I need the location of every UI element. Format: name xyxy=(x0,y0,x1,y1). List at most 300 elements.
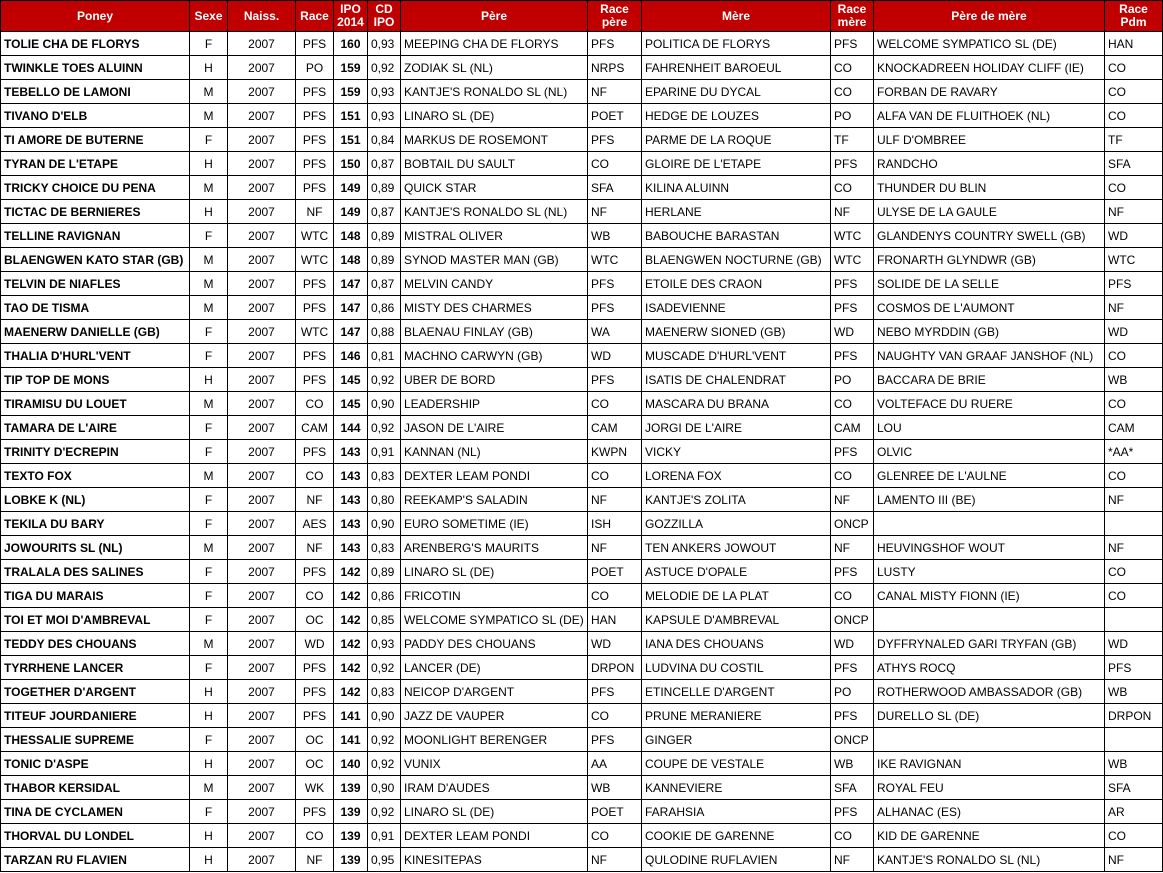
cell-pere-de-mere: LOU xyxy=(874,416,1105,440)
cell-race-mere: PO xyxy=(831,104,874,128)
cell-poney: TIVANO D'ELB xyxy=(1,104,190,128)
cell-pere: LEADERSHIP xyxy=(401,392,588,416)
cell-poney: TICTAC DE BERNIERES xyxy=(1,200,190,224)
cell-naissance: 2007 xyxy=(228,416,296,440)
cell-mere: FARAHSIA xyxy=(642,800,831,824)
cell-pere: DEXTER LEAM PONDI xyxy=(401,824,588,848)
cell-mere: ETINCELLE D'ARGENT xyxy=(642,680,831,704)
table-row xyxy=(1,368,1163,392)
cell-mere: MAENERW SIONED (GB) xyxy=(642,320,831,344)
cell-race-pdm: HAN xyxy=(1105,32,1163,56)
cell-race-mere: PFS xyxy=(831,440,874,464)
cell-sexe: M xyxy=(190,776,228,800)
cell-race-pdm: WD xyxy=(1105,632,1163,656)
table-row xyxy=(1,200,1163,224)
cell-pere-de-mere: HEUVINGSHOF WOUT xyxy=(874,536,1105,560)
cell-race: NF xyxy=(296,536,334,560)
cell-race-pdm: AR xyxy=(1105,800,1163,824)
cell-poney: TOLIE CHA DE FLORYS xyxy=(1,32,190,56)
cell-race-pere: WB xyxy=(588,776,642,800)
cell-cd-ipo: 0,92 xyxy=(368,728,401,752)
cell-race: PFS xyxy=(296,440,334,464)
cell-race-pere: KWPN xyxy=(588,440,642,464)
cell-cd-ipo: 0,81 xyxy=(368,344,401,368)
cell-race-mere: CO xyxy=(831,176,874,200)
table-row xyxy=(1,608,1163,632)
cell-poney: MAENERW DANIELLE (GB) xyxy=(1,320,190,344)
cell-race-mere: TF xyxy=(831,128,874,152)
cell-pere: MELVIN CANDY xyxy=(401,272,588,296)
cell-mere: EPARINE DU DYCAL xyxy=(642,80,831,104)
cell-pere: VUNIX xyxy=(401,752,588,776)
table-row xyxy=(1,56,1163,80)
table-row xyxy=(1,392,1163,416)
cell-race-pdm: CO xyxy=(1105,824,1163,848)
cell-ipo: 151 xyxy=(334,104,368,128)
cell-pere: KINESITEPAS xyxy=(401,848,588,872)
cell-sexe: H xyxy=(190,152,228,176)
cell-race-mere: SFA xyxy=(831,776,874,800)
cell-pere-de-mere: NEBO MYRDDIN (GB) xyxy=(874,320,1105,344)
cell-pere-de-mere: GLENREE DE L'AULNE xyxy=(874,464,1105,488)
cell-race-pere: POET xyxy=(588,800,642,824)
cell-sexe: M xyxy=(190,632,228,656)
cell-mere: ISATIS DE CHALENDRAT xyxy=(642,368,831,392)
cell-poney: TIP TOP DE MONS xyxy=(1,368,190,392)
cell-poney: TAO DE TISMA xyxy=(1,296,190,320)
cell-ipo: 142 xyxy=(334,560,368,584)
cell-naissance: 2007 xyxy=(228,776,296,800)
table-row xyxy=(1,464,1163,488)
cell-race: AES xyxy=(296,512,334,536)
cell-sexe: H xyxy=(190,704,228,728)
cell-race-pdm: CAM xyxy=(1105,416,1163,440)
cell-pere-de-mere: ALFA VAN DE FLUITHOEK (NL) xyxy=(874,104,1105,128)
cell-naissance: 2007 xyxy=(228,296,296,320)
cell-naissance: 2007 xyxy=(228,704,296,728)
cell-pere: LINARO SL (DE) xyxy=(401,560,588,584)
cell-pere: NEICOP D'ARGENT xyxy=(401,680,588,704)
table-row xyxy=(1,800,1163,824)
cell-race-pere: DRPON xyxy=(588,656,642,680)
cell-pere: JASON DE L'AIRE xyxy=(401,416,588,440)
cell-sexe: F xyxy=(190,608,228,632)
table-row xyxy=(1,248,1163,272)
cell-mere: HEDGE DE LOUZES xyxy=(642,104,831,128)
cell-sexe: M xyxy=(190,464,228,488)
cell-race: PFS xyxy=(296,296,334,320)
cell-naissance: 2007 xyxy=(228,512,296,536)
cell-pere-de-mere: BACCARA DE BRIE xyxy=(874,368,1105,392)
cell-pere-de-mere xyxy=(874,608,1105,632)
cell-poney: TRALALA DES SALINES xyxy=(1,560,190,584)
cell-sexe: M xyxy=(190,176,228,200)
cell-race-mere: WD xyxy=(831,320,874,344)
table-row xyxy=(1,80,1163,104)
cell-poney: TIGA DU MARAIS xyxy=(1,584,190,608)
cell-race-pdm: SFA xyxy=(1105,776,1163,800)
cell-race-mere: CAM xyxy=(831,416,874,440)
cell-pere-de-mere: ULF D'OMBREE xyxy=(874,128,1105,152)
cell-poney: JOWOURITS SL (NL) xyxy=(1,536,190,560)
cell-race: CO xyxy=(296,584,334,608)
table-row xyxy=(1,560,1163,584)
cell-race-pere: CO xyxy=(588,392,642,416)
cell-race-pdm: NF xyxy=(1105,488,1163,512)
cell-naissance: 2007 xyxy=(228,200,296,224)
cell-race-mere: CO xyxy=(831,584,874,608)
cell-race-pdm: *AA* xyxy=(1105,440,1163,464)
table-row xyxy=(1,824,1163,848)
cell-pere-de-mere: FRONARTH GLYNDWR (GB) xyxy=(874,248,1105,272)
cell-sexe: F xyxy=(190,344,228,368)
table-body xyxy=(1,32,1163,872)
cell-cd-ipo: 0,92 xyxy=(368,56,401,80)
cell-poney: TRICKY CHOICE DU PENA xyxy=(1,176,190,200)
cell-sexe: M xyxy=(190,536,228,560)
cell-pere-de-mere xyxy=(874,512,1105,536)
table-row xyxy=(1,416,1163,440)
cell-poney: TEKILA DU BARY xyxy=(1,512,190,536)
cell-race-mere: NF xyxy=(831,200,874,224)
cell-race-pere: ISH xyxy=(588,512,642,536)
cell-pere: MOONLIGHT BERENGER xyxy=(401,728,588,752)
cell-poney: TEXTO FOX xyxy=(1,464,190,488)
cell-pere-de-mere: COSMOS DE L'AUMONT xyxy=(874,296,1105,320)
cell-naissance: 2007 xyxy=(228,632,296,656)
cell-ipo: 142 xyxy=(334,680,368,704)
cell-ipo: 143 xyxy=(334,440,368,464)
table-row xyxy=(1,176,1163,200)
cell-cd-ipo: 0,86 xyxy=(368,296,401,320)
cell-race-mere: ONCP xyxy=(831,608,874,632)
cell-cd-ipo: 0,90 xyxy=(368,512,401,536)
cell-race-pdm: NF xyxy=(1105,848,1163,872)
cell-mere: KANTJE'S ZOLITA xyxy=(642,488,831,512)
cell-naissance: 2007 xyxy=(228,536,296,560)
cell-cd-ipo: 0,86 xyxy=(368,584,401,608)
cell-pere-de-mere: CANAL MISTY FIONN (IE) xyxy=(874,584,1105,608)
cell-race-pdm: CO xyxy=(1105,464,1163,488)
cell-mere: ETOILE DES CRAON xyxy=(642,272,831,296)
cell-ipo: 159 xyxy=(334,80,368,104)
cell-poney: TELVIN DE NIAFLES xyxy=(1,272,190,296)
cell-naissance: 2007 xyxy=(228,248,296,272)
cell-mere: COOKIE DE GARENNE xyxy=(642,824,831,848)
cell-ipo: 141 xyxy=(334,704,368,728)
cell-pere: WELCOME SYMPATICO SL (DE) xyxy=(401,608,588,632)
cell-poney: TWINKLE TOES ALUINN xyxy=(1,56,190,80)
cell-mere: FAHRENHEIT BAROEUL xyxy=(642,56,831,80)
cell-poney: TARZAN RU FLAVIEN xyxy=(1,848,190,872)
cell-race: NF xyxy=(296,848,334,872)
cell-sexe: M xyxy=(190,248,228,272)
cell-race-pere: SFA xyxy=(588,176,642,200)
table-row xyxy=(1,104,1163,128)
cell-cd-ipo: 0,92 xyxy=(368,656,401,680)
header-row xyxy=(1,1,1163,32)
cell-ipo: 147 xyxy=(334,320,368,344)
cell-race: PFS xyxy=(296,272,334,296)
cell-race-mere: CO xyxy=(831,464,874,488)
cell-mere: IANA DES CHOUANS xyxy=(642,632,831,656)
cell-sexe: F xyxy=(190,728,228,752)
cell-race-pdm: NF xyxy=(1105,296,1163,320)
cell-sexe: H xyxy=(190,752,228,776)
cell-pere: LANCER (DE) xyxy=(401,656,588,680)
cell-cd-ipo: 0,90 xyxy=(368,392,401,416)
cell-race-pere: PFS xyxy=(588,32,642,56)
cell-cd-ipo: 0,91 xyxy=(368,440,401,464)
cell-pere-de-mere: KID DE GARENNE xyxy=(874,824,1105,848)
cell-race-pdm: WB xyxy=(1105,752,1163,776)
cell-race: OC xyxy=(296,752,334,776)
cell-naissance: 2007 xyxy=(228,128,296,152)
cell-ipo: 151 xyxy=(334,128,368,152)
cell-sexe: M xyxy=(190,392,228,416)
table-row xyxy=(1,320,1163,344)
cell-race-pere: PFS xyxy=(588,272,642,296)
cell-poney: TI AMORE DE BUTERNE xyxy=(1,128,190,152)
cell-race-pdm: PFS xyxy=(1105,272,1163,296)
cell-race-pdm: WTC xyxy=(1105,248,1163,272)
cell-sexe: F xyxy=(190,32,228,56)
cell-ipo: 146 xyxy=(334,344,368,368)
cell-ipo: 149 xyxy=(334,176,368,200)
cell-race: PFS xyxy=(296,128,334,152)
cell-cd-ipo: 0,83 xyxy=(368,680,401,704)
cell-race-mere: WTC xyxy=(831,224,874,248)
cell-pere-de-mere: FORBAN DE RAVARY xyxy=(874,80,1105,104)
cell-pere: BOBTAIL DU SAULT xyxy=(401,152,588,176)
cell-naissance: 2007 xyxy=(228,680,296,704)
cell-race: PFS xyxy=(296,368,334,392)
cell-race: WD xyxy=(296,632,334,656)
cell-pere-de-mere: KANTJE'S RONALDO SL (NL) xyxy=(874,848,1105,872)
cell-race: CO xyxy=(296,464,334,488)
cell-poney: THABOR KERSIDAL xyxy=(1,776,190,800)
cell-race: WK xyxy=(296,776,334,800)
cell-race: WTC xyxy=(296,224,334,248)
cell-cd-ipo: 0,83 xyxy=(368,536,401,560)
cell-naissance: 2007 xyxy=(228,368,296,392)
table-row xyxy=(1,440,1163,464)
cell-mere: GLOIRE DE L'ETAPE xyxy=(642,152,831,176)
cell-cd-ipo: 0,93 xyxy=(368,632,401,656)
cell-naissance: 2007 xyxy=(228,104,296,128)
cell-cd-ipo: 0,87 xyxy=(368,200,401,224)
header-race-mere: Race mère xyxy=(831,1,874,32)
cell-race: OC xyxy=(296,728,334,752)
cell-mere: LORENA FOX xyxy=(642,464,831,488)
cell-race-mere: PFS xyxy=(831,32,874,56)
cell-race-mere: CO xyxy=(831,80,874,104)
cell-race-pdm: WD xyxy=(1105,224,1163,248)
cell-poney: TOGETHER D'ARGENT xyxy=(1,680,190,704)
table-row xyxy=(1,776,1163,800)
cell-naissance: 2007 xyxy=(228,32,296,56)
cell-cd-ipo: 0,89 xyxy=(368,248,401,272)
cell-race-pere: PFS xyxy=(588,368,642,392)
cell-ipo: 143 xyxy=(334,536,368,560)
cell-pere: DEXTER LEAM PONDI xyxy=(401,464,588,488)
cell-ipo: 160 xyxy=(334,32,368,56)
cell-race-pere: PFS xyxy=(588,680,642,704)
cell-race-pdm: CO xyxy=(1105,56,1163,80)
cell-pere-de-mere: ROYAL FEU xyxy=(874,776,1105,800)
cell-cd-ipo: 0,85 xyxy=(368,608,401,632)
cell-ipo: 147 xyxy=(334,272,368,296)
cell-naissance: 2007 xyxy=(228,344,296,368)
cell-cd-ipo: 0,93 xyxy=(368,80,401,104)
header-naissance: Naiss. xyxy=(228,1,296,32)
cell-poney: TEBELLO DE LAMONI xyxy=(1,80,190,104)
cell-race-pdm: CO xyxy=(1105,344,1163,368)
cell-mere: GOZZILLA xyxy=(642,512,831,536)
cell-race: PFS xyxy=(296,656,334,680)
cell-race-pere: WTC xyxy=(588,248,642,272)
table-row xyxy=(1,848,1163,872)
cell-race: PFS xyxy=(296,344,334,368)
cell-race: PFS xyxy=(296,176,334,200)
cell-sexe: F xyxy=(190,128,228,152)
cell-pere-de-mere: RANDCHO xyxy=(874,152,1105,176)
cell-cd-ipo: 0,92 xyxy=(368,416,401,440)
cell-race-pdm: CO xyxy=(1105,104,1163,128)
cell-race: OC xyxy=(296,608,334,632)
cell-pere-de-mere: ROTHERWOOD AMBASSADOR (GB) xyxy=(874,680,1105,704)
header-race-pdm: Race Pdm xyxy=(1105,1,1163,32)
cell-poney: TEDDY DES CHOUANS xyxy=(1,632,190,656)
cell-race-pdm: SFA xyxy=(1105,152,1163,176)
cell-race-pere: NF xyxy=(588,200,642,224)
table-row xyxy=(1,704,1163,728)
cell-race-pere: WD xyxy=(588,344,642,368)
cell-race: CO xyxy=(296,824,334,848)
table-row xyxy=(1,152,1163,176)
cell-sexe: H xyxy=(190,56,228,80)
cell-pere: MISTRAL OLIVER xyxy=(401,224,588,248)
cell-cd-ipo: 0,84 xyxy=(368,128,401,152)
cell-poney: TONIC D'ASPE xyxy=(1,752,190,776)
cell-race-pere: NF xyxy=(588,536,642,560)
cell-pere-de-mere: THUNDER DU BLIN xyxy=(874,176,1105,200)
cell-ipo: 139 xyxy=(334,776,368,800)
cell-pere: MEEPING CHA DE FLORYS xyxy=(401,32,588,56)
cell-ipo: 149 xyxy=(334,200,368,224)
header-mere: Mère xyxy=(642,1,831,32)
cell-pere: LINARO SL (DE) xyxy=(401,104,588,128)
header-race: Race xyxy=(296,1,334,32)
cell-naissance: 2007 xyxy=(228,272,296,296)
cell-race-pere: WB xyxy=(588,224,642,248)
header-cd-ipo: CD IPO xyxy=(368,1,401,32)
cell-poney: THALIA D'HURL'VENT xyxy=(1,344,190,368)
cell-mere: MUSCADE D'HURL'VENT xyxy=(642,344,831,368)
cell-pere-de-mere: DURELLO SL (DE) xyxy=(874,704,1105,728)
cell-cd-ipo: 0,95 xyxy=(368,848,401,872)
cell-pere-de-mere xyxy=(874,728,1105,752)
cell-sexe: F xyxy=(190,224,228,248)
cell-ipo: 142 xyxy=(334,608,368,632)
cell-naissance: 2007 xyxy=(228,392,296,416)
cell-race-pere: NF xyxy=(588,848,642,872)
cell-poney: TELLINE RAVIGNAN xyxy=(1,224,190,248)
cell-pere: BLAENAU FINLAY (GB) xyxy=(401,320,588,344)
cell-race-pdm xyxy=(1105,608,1163,632)
cell-sexe: H xyxy=(190,200,228,224)
table-row xyxy=(1,296,1163,320)
cell-race: PO xyxy=(296,56,334,80)
cell-poney: TIRAMISU DU LOUET xyxy=(1,392,190,416)
cell-mere: JORGI DE L'AIRE xyxy=(642,416,831,440)
cell-sexe: F xyxy=(190,656,228,680)
cell-pere: KANTJE'S RONALDO SL (NL) xyxy=(401,200,588,224)
cell-race-mere: PO xyxy=(831,680,874,704)
cell-sexe: M xyxy=(190,80,228,104)
cell-pere: REEKAMP'S SALADIN xyxy=(401,488,588,512)
cell-naissance: 2007 xyxy=(228,152,296,176)
cell-cd-ipo: 0,92 xyxy=(368,368,401,392)
cell-naissance: 2007 xyxy=(228,728,296,752)
cell-ipo: 145 xyxy=(334,368,368,392)
cell-ipo: 139 xyxy=(334,824,368,848)
cell-cd-ipo: 0,90 xyxy=(368,776,401,800)
cell-sexe: M xyxy=(190,272,228,296)
cell-mere: KANNEVIERE xyxy=(642,776,831,800)
cell-sexe: H xyxy=(190,368,228,392)
cell-sexe: F xyxy=(190,320,228,344)
cell-pere-de-mere: WELCOME SYMPATICO SL (DE) xyxy=(874,32,1105,56)
cell-cd-ipo: 0,89 xyxy=(368,224,401,248)
cell-race: WTC xyxy=(296,320,334,344)
cell-cd-ipo: 0,87 xyxy=(368,152,401,176)
cell-sexe: F xyxy=(190,488,228,512)
cell-poney: THORVAL DU LONDEL xyxy=(1,824,190,848)
cell-naissance: 2007 xyxy=(228,80,296,104)
cell-race: PFS xyxy=(296,32,334,56)
cell-pere: FRICOTIN xyxy=(401,584,588,608)
cell-race: PFS xyxy=(296,704,334,728)
cell-race-pere: PFS xyxy=(588,128,642,152)
cell-mere: ISADEVIENNE xyxy=(642,296,831,320)
cell-naissance: 2007 xyxy=(228,176,296,200)
cell-cd-ipo: 0,92 xyxy=(368,752,401,776)
cell-race-pere: PFS xyxy=(588,728,642,752)
cell-race: NF xyxy=(296,488,334,512)
cell-ipo: 143 xyxy=(334,488,368,512)
cell-sexe: F xyxy=(190,416,228,440)
cell-pere-de-mere: OLVIC xyxy=(874,440,1105,464)
cell-race-pere: PFS xyxy=(588,296,642,320)
cell-ipo: 141 xyxy=(334,728,368,752)
cell-ipo: 143 xyxy=(334,512,368,536)
cell-ipo: 148 xyxy=(334,248,368,272)
cell-race: PFS xyxy=(296,152,334,176)
cell-race-mere: PFS xyxy=(831,560,874,584)
cell-mere: GINGER xyxy=(642,728,831,752)
cell-cd-ipo: 0,80 xyxy=(368,488,401,512)
cell-race-pere: CO xyxy=(588,152,642,176)
cell-race: CAM xyxy=(296,416,334,440)
cell-naissance: 2007 xyxy=(228,608,296,632)
cell-pere: ARENBERG'S MAURITS xyxy=(401,536,588,560)
table-row xyxy=(1,344,1163,368)
cell-cd-ipo: 0,90 xyxy=(368,704,401,728)
cell-pere-de-mere: NAUGHTY VAN GRAAF JANSHOF (NL) xyxy=(874,344,1105,368)
cell-race-pere: CAM xyxy=(588,416,642,440)
cell-ipo: 159 xyxy=(334,56,368,80)
